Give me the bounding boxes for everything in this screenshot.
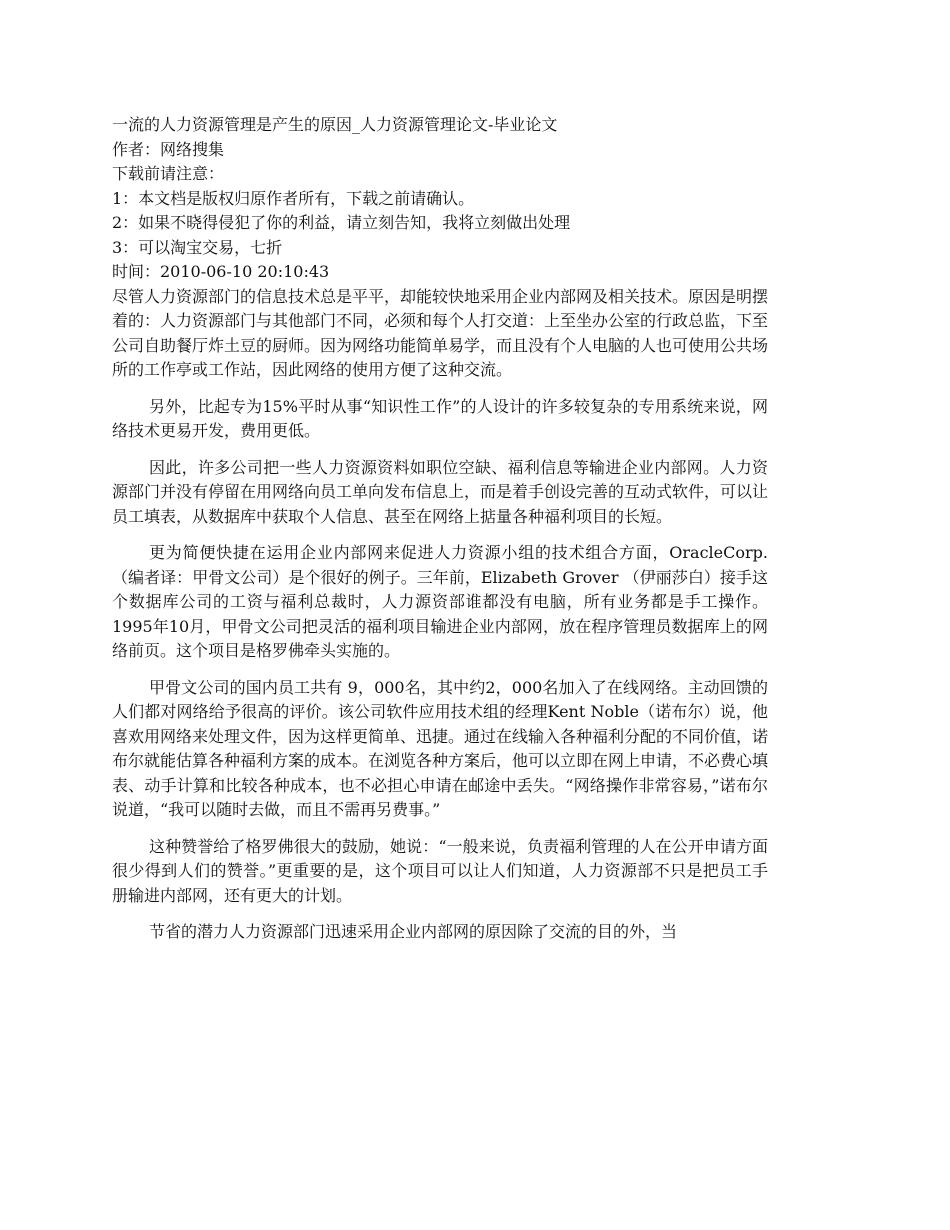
timestamp-line: 时间：2010-06-10 20:10:43 [112, 262, 330, 281]
paragraph-2: 另外，比起专为15%平时从事“知识性工作”的人设计的许多较复杂的专用系统来说，网络技术更易开发，费用更低。 [112, 396, 768, 440]
notice-item-1: 1：本文档是版权归原作者所有，下载之前请确认。 [112, 188, 475, 208]
paragraph-7: 节省的潜力人力资源部门迅速采用企业内部网的原因除了交流的目的外，当 [149, 922, 678, 941]
paragraph-3: 因此，许多公司把一些人力资源资料如职位空缺、福利信息等输进企业内部网。人力资源部门并没有停留在用网络向员工单向发布信息上，而是着手创设完善的互动式软件，可以让员工填表，从数据库中获取个人信息、甚至在网络上掂量各种福利项目的长短。 [112, 457, 769, 526]
paragraph-5: 甲骨文公司的国内员工共有 9，000名，其中约2，000名加入了在线网络。主动回馈的人们都对网络给予很高的评价。该公司软件应用技术组的经理Kent Noble（诺布尔）说，他喜欢用网络来处理文件，因为这样更简单、迅捷。通过在线输入各种福利分配的不同价值，诺布尔就能估算各种福利方案的成本。在浏览各种方案后，他可以立即在网上申请，不必费心填表、动手计算和比较各种成本，也不必担心申请在邮途中丢失。“网络操作非常容易，”诺布尔说道，“我可以随时去做，而且不需再另费事。” [112, 677, 769, 819]
document-page [112, 113, 768, 957]
author-line: 作者：网络搜集 [112, 139, 225, 159]
notice-item-2: 2：如果不晓得侵犯了你的利益，请立刻告知，我将立刻做出处理 [112, 213, 571, 232]
paragraph-4: 更为简便快捷在运用企业内部网来促进人力资源小组的技术组合方面，OracleCorp.（编者译：甲骨文公司）是个很好的例子。三年前，Elizabeth Grover （伊丽莎白）接手这个数据库公司的工资与福利总裁时，人力源资部谁都没有电脑，所有业务都是手工操作。1995年10月，甲骨文公司把灵活的福利项目输进企业内部网，放在程序管理员数据库上的网络前页。这个项目是格罗佛牵头实施的。 [112, 543, 768, 660]
notice-heading: 下载前请注意： [112, 164, 225, 183]
notice-item-3: 3：可以淘宝交易，七折 [112, 237, 283, 257]
paragraph-6: 这种赞誉给了格罗佛很大的鼓励，她说：“一般来说，负责福利管理的人在公开申请方面很少得到人们的赞誉。”更重要的是，这个项目可以让人们知道，人力资源部不只是把员工手册输进内部网，还有更大的计划。 [112, 836, 768, 905]
paragraph-1: 尽管人力资源部门的信息技术总是平平，却能较快地采用企业内部网及相关技术。原因是明摆着的：人力资源部门与其他部门不同，必须和每个人打交道：上至坐办公室的行政总监，下至公司自助餐厅炸土豆的厨师。因为网络功能简单易学，而且没有个人电脑的人也可使用公共场所的工作亭或工作站，因此网络的使用方便了这种交流。 [112, 286, 769, 379]
document-title: 一流的人力资源管理是产生的原因_人力资源管理论文-毕业论文 [112, 115, 558, 134]
